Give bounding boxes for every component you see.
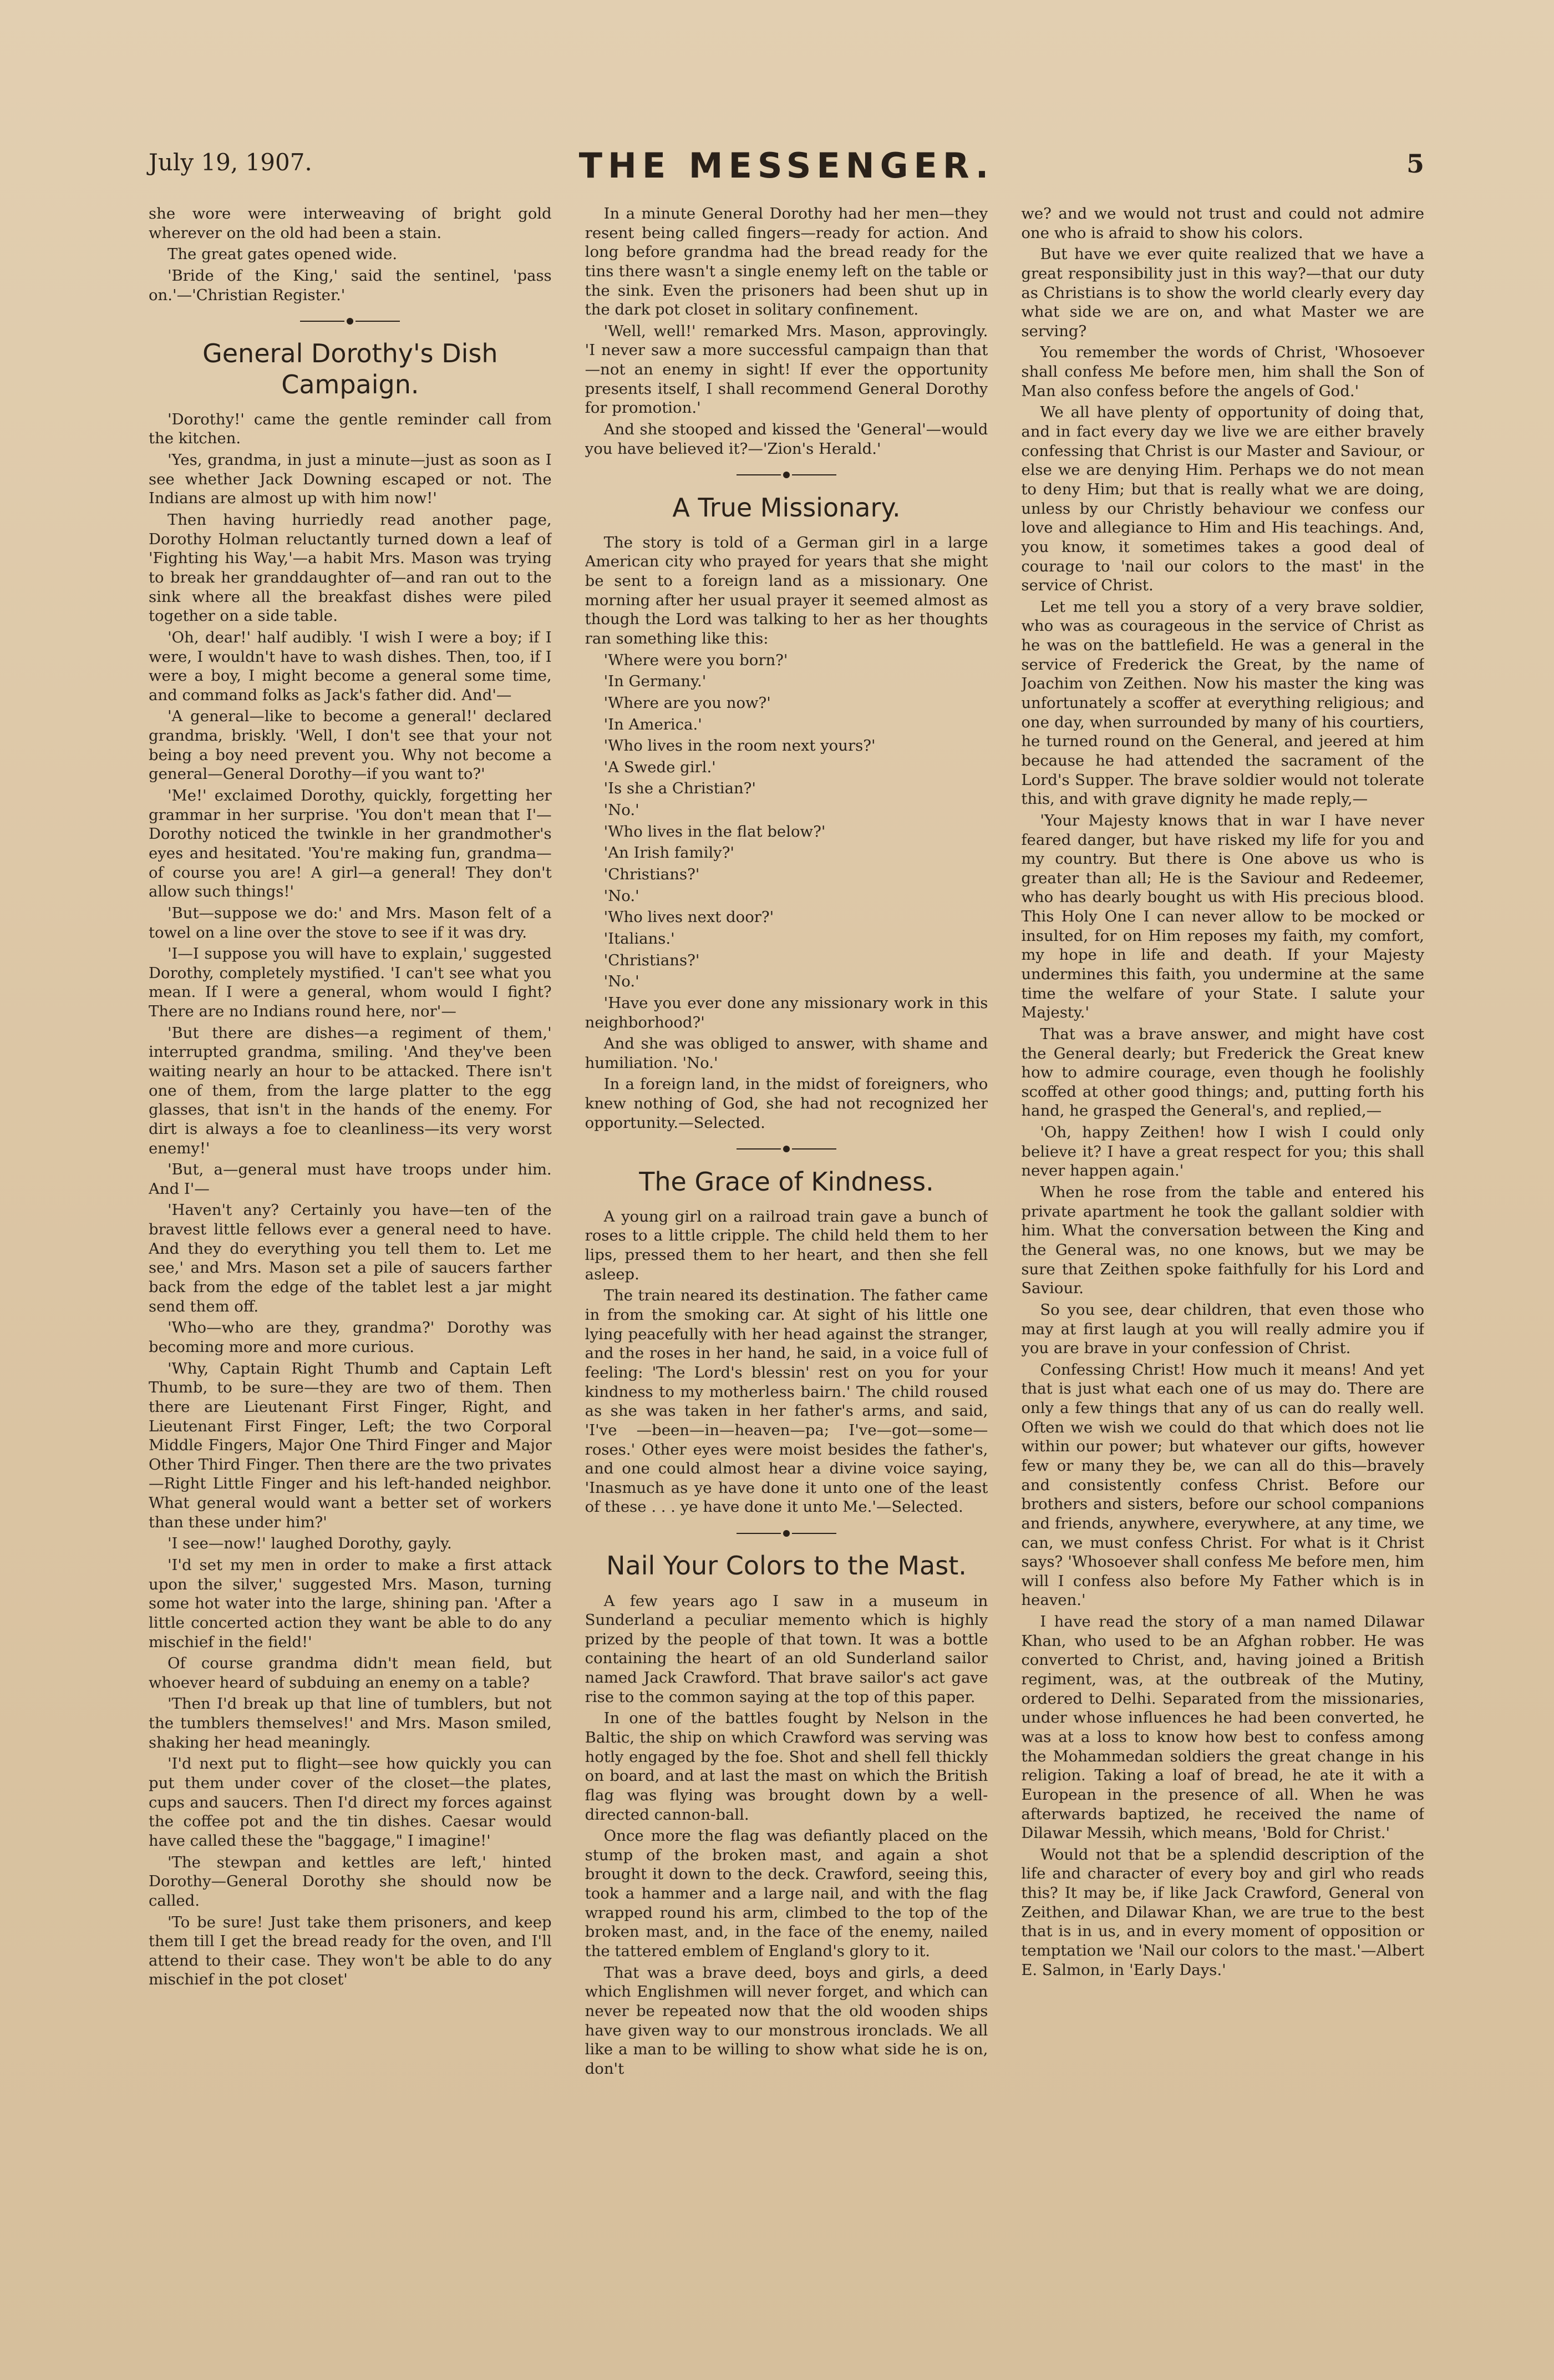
paragraph: 'But there are dishes—a regiment of them,' interrupted grandma, smiling. 'And they've been waiting nearly an hour to be attacked. There isn't one of them, from the large platter to the egg glasses, that isn't in the hands of the enemy. For dirt is always a foe to cleanliness—its very worst enemy!' xyxy=(149,1024,552,1157)
column-2 xyxy=(585,204,988,2335)
masthead xyxy=(149,145,1424,190)
article-heading: The Grace of Kindness. xyxy=(639,1166,934,1197)
paragraph: 'Have you ever done any missionary work in this neighborhood?' xyxy=(585,994,988,1031)
paragraph: In a minute General Dorothy had her men—they resent being called fingers—ready for action. And long before grandma had the bread ready for the tins there wasn't a single enemy left on the table or the sink. Even the prisoners had been shut up in the dark pot closet in solitary confinement. xyxy=(585,205,988,319)
section-divider xyxy=(585,1138,988,1157)
dialogue-line: 'An Irish family?' xyxy=(603,844,734,862)
dialogue-line: 'Who lives next door?' xyxy=(603,908,774,926)
paragraph: You remember the words of Christ, 'Whosoever shall confess Me before men, him shall the Son of Man also confess before the angels of God.' xyxy=(1021,343,1425,400)
paragraph: Then having hurriedly read another page, Dorothy Holman reluctantly turned down a leaf of 'Fighting his Way,'—a habit Mrs. Mason was trying to break her granddaughter of—and ran out to the sink where all the breakfast dishes were piled together on a side table. xyxy=(149,511,552,625)
dialogue-line: 'In Germany.' xyxy=(603,672,707,691)
article-columns xyxy=(149,204,1424,2335)
dialogue-line: 'No.' xyxy=(603,973,639,991)
paragraph: 'But—suppose we do:' and Mrs. Mason felt of a towel on a line over the stove to see if it was dry. xyxy=(149,904,552,941)
dialogue-line: 'Is she a Christian?' xyxy=(603,779,756,798)
article-heading: Nail Your Colors to the Mast. xyxy=(606,1551,967,1581)
dialogue-line: 'Christians?' xyxy=(603,865,700,884)
paragraph: 'Yes, grandma, in just a minute—just as soon as I see whether Jack Downing escaped or not. The Indians are almost up with him now!' xyxy=(149,451,552,508)
paragraph: 'Me!' exclaimed Dorothy, quickly, forgetting her grammar in her surprise. 'You don't mean that I'—Dorothy noticed the twinkle in her grandmother's eyes and hesitated. 'You're making fun, grandma—of course you are! A girl—a general! They don't allow such things!' xyxy=(149,787,552,901)
page-number: 5 xyxy=(1406,149,1424,179)
paragraph: 'Oh, dear!' half audibly. 'I wish I were a boy; if I were, I wouldn't have to wash dishes. Then, too, if I were a boy, I might become a general some time, and command folks as Jack's father did. And'— xyxy=(149,628,552,704)
paragraph: A few years ago I saw in a museum in Sunderland a peculiar memento which is highly prized by the people of that town. It was a bottle containing the heart of an old Sunderland sailor named Jack Crawford. That brave sailor's act gave rise to the common saying at the top of this paper. xyxy=(585,1592,988,1706)
paragraph: 'To be sure! Just take them prisoners, and keep them till I get the bread ready for the oven, and I'll attend to their case. They won't be able to do any mischief in the pot closet' xyxy=(149,1913,552,1989)
paragraph: 'Dorothy!' came the gentle reminder call from the kitchen. xyxy=(149,410,552,448)
section-divider xyxy=(149,310,552,330)
dialogue-line: 'Where were you born?' xyxy=(603,651,788,669)
paragraph: A young girl on a railroad train gave a bunch of roses to a little cripple. The child held them to her lips, pressed them to her heart, and then she fell asleep. xyxy=(585,1207,988,1283)
paragraph: So you see, dear children, that even those who may at first laugh at you will really admire you if you are brave in your confession of Christ. xyxy=(1021,1300,1425,1358)
paragraph: In a foreign land, in the midst of foreigners, who knew nothing of God, she had not recognized her opportunity.—Selected. xyxy=(585,1075,988,1132)
newspaper-title: THE MESSENGER. xyxy=(578,145,994,186)
article-heading: A True Missionary. xyxy=(672,492,901,523)
paragraph: Of course grandma didn't mean field, but whoever heard of subduing an enemy on a table? xyxy=(149,1654,552,1692)
paragraph: The great gates opened wide. xyxy=(167,245,398,264)
paragraph: 'Bride of the King,' said the sentinel, 'pass on.'—'Christian Register.' xyxy=(149,266,552,304)
paragraph: 'Then I'd break up that line of tumblers, but not the tumblers themselves!' and Mrs. Mason smiled, shaking her head meaningly. xyxy=(149,1695,552,1751)
paragraph: 'The stewpan and kettles are left,' hinted Dorothy—General Dorothy she should now be called. xyxy=(149,1853,552,1910)
paragraph: And she was obliged to answer, with shame and humiliation. 'No.' xyxy=(585,1035,988,1072)
paragraph: 'I—I suppose you will have to explain,' suggested Dorothy, completely mystified. 'I can't see what you mean. If I were a general, whom would I fight? There are no Indians round here, nor'— xyxy=(149,945,552,1021)
paragraph: 'I'd set my men in order to make a first attack upon the silver,' suggested Mrs. Mason, turning some hot water into the large, shining pan. 'After a little concerted action they want be able to do any mischief in the field!' xyxy=(149,1556,552,1651)
paragraph: The train neared its destination. The father came in from the smoking car. At sight of his little one lying peacefully with her head against the stranger, and the roses in her hand, he said, in a voice full of feeling: 'The Lord's blessin' rest on you for your kindness to my motherless bairn.' The child roused as she was taken in her father's arms, and said, 'I've —been—in—heaven—pa; I've—got—some—roses.' Other eyes were moist besides the father's, and one could almost hear a divine voice saying, 'Inasmuch as ye have done it unto one of the least of these . . . ye have done it unto Me.'—Selected. xyxy=(585,1287,988,1516)
paragraph: When he rose from the table and entered his private apartment he took the gallant soldier with him. What the conversation between the King and the General was, no one knows, but we may be sure that Zeithen spoke faithfully for his Lord and Saviour. xyxy=(1021,1183,1425,1298)
section-divider xyxy=(585,464,988,483)
paragraph: Would not that be a splendid description of the life and character of every boy and girl who reads this? It may be, if like Jack Crawford, General von Zeithen, and Dilawar Khan, we are true to the best that is in us, and in every moment of opposition or temptation we 'Nail our colors to the mast.'—Albert E. Salmon, in 'Early Days.' xyxy=(1021,1845,1425,1979)
paragraph: 'Oh, happy Zeithen! how I wish I could only believe it? I have a great respect for you; this shall never happen again.' xyxy=(1021,1123,1425,1180)
dialogue-line: 'No.' xyxy=(603,801,639,819)
paragraph: 'Well, well!' remarked Mrs. Mason, approvingly. 'I never saw a more successful campaign than that—not an enemy in sight! If ever the opportunity presents itself, I shall recommend General Dorothy for promotion.' xyxy=(585,322,988,417)
dialogue-line: 'A Swede girl.' xyxy=(603,758,716,776)
paragraph: Let me tell you a story of a very brave soldier, who was as courageous in the service of Christ as he was on the battlefield. He was a general in the service of Frederick the Great, by the name of Joachim von Zeithen. Now his master the king was unfortunately a scoffer at everything religious; and one day, when surrounded by many of his courtiers, he turned round on the General, and jeered at him because he had attended the sacrament of the Lord's Supper. The brave soldier would not tolerate this, and with grave dignity he made reply,— xyxy=(1021,597,1425,808)
dialogue-line: 'In America.' xyxy=(603,715,702,733)
dialogue-line: 'Who lives in the room next yours?' xyxy=(603,737,876,755)
paragraph: she wore were interweaving of bright gold wherever on the old had been a stain. xyxy=(149,205,552,242)
column-3 xyxy=(1021,204,1424,2335)
paragraph: 'Haven't any? Certainly you have—ten of the bravest little fellows ever a general need to have. And they do everything you tell them to. Let me see,' and Mrs. Mason set a pile of saucers farther back from the edge of the tablet lest a jar might send them off. xyxy=(149,1201,552,1315)
issue-date: July 19, 1907. xyxy=(149,149,312,176)
dialogue-line: 'No.' xyxy=(603,887,639,905)
paragraph: 'I'd next put to flight—see how quickly you can put them under cover of the closet—the plates, cups and saucers. Then I'd direct my forces against the coffee pot and the tin dishes. Caesar would have called these the "baggage," I imagine!' xyxy=(149,1755,552,1850)
paragraph: 'Why, Captain Right Thumb and Captain Left Thumb, to be sure—they are two of them. Then there are Lieutenant First Finger, Right, and Lieutenant First Finger, Left; the two Corporal Middle Fingers, Major One Third Finger and Major Other Third Finger. Then there are the two privates—Right Little Finger and his left-handed neighbor. What general would want a better set of workers than these under him?' xyxy=(149,1359,552,1531)
paragraph: We all have plenty of opportunity of doing that, and in fact every day we live we are either bravely confessing that Christ is our Master and Saviour, or else we are denying Him. Perhaps we do not mean to deny Him; but that is really what we are doing, unless by our Christly behaviour we confess our love and allegiance to Him and His teachings. And, you know, it sometimes takes a good deal of courage to 'nail our colors to the mast' in the service of Christ. xyxy=(1021,403,1425,595)
paragraph: But have we ever quite realized that we have a great responsibility just in this way?—that our duty as Christians is to show the world clearly every day what side we are on, and what Master we are serving? xyxy=(1021,245,1425,340)
paragraph: Once more the flag was defiantly placed on the stump of the broken mast, and again a shot brought it down to the deck. Crawford, seeing this, took a hammer and a large nail, and with the flag wrapped round his arm, climbed to the top of the broken mast, and, in the face of the enemy, nailed the tattered emblem of England's glory to it. xyxy=(585,1827,988,1961)
paragraph: The story is told of a German girl in a large American city who prayed for years that she might be sent to a foreign land as a missionary. One morning after her usual prayer it seemed almost as though the Lord was talking to her as her thoughts ran something like this: xyxy=(585,533,988,647)
paragraph: we? and we would not trust and could not admire one who is afraid to show his colors. xyxy=(1021,205,1425,242)
article-heading: General Dorothy's Dish Campaign. xyxy=(202,338,498,399)
paragraph: 'A general—like to become a general!' declared grandma, briskly. 'Well, I don't see that your not being a boy need prevent you. Why not become a general—General Dorothy—if you want to?' xyxy=(149,707,552,783)
paragraph: That was a brave deed, boys and girls, a deed which Englishmen will never forget, and which can never be repeated now that the old wooden ships have given way to our monstrous ironclads. We all like a man to be willing to show what side he is on, don't xyxy=(585,1963,988,2078)
dialogue-line: 'Who lives in the flat below?' xyxy=(603,822,826,840)
paragraph: And she stooped and kissed the 'General'—would you have believed it?—'Zion's Herald.' xyxy=(585,421,988,458)
paragraph: Confessing Christ! How much it means! And yet that is just what each one of us may do. There are only a few things that any of us can do really well. Often we wish we could do that which does not lie within our power; but whatever our gifts, however few or many they be, we can all do this—bravely and consistently confess Christ. Before our brothers and sisters, before our school companions and friends, anywhere, everywhere, at any time, we can, we must confess Christ. For what is it Christ says? 'Whosoever shall confess Me before men, him will I confess also before My Father which is in heaven.' xyxy=(1021,1360,1425,1609)
paragraph: In one of the battles fought by Nelson in the Baltic, the ship on which Crawford was serving was hotly engaged by the foe. Shot and shell fell thickly on board, and at last the mast on which the British flag was flying was brought down by a well-directed cannon-ball. xyxy=(585,1709,988,1824)
paragraph: 'Your Majesty knows that in war I have never feared danger, but have risked my life for you and my country. But there is One above us who is greater than all; He is the Saviour and Redeemer, who has dearly bought us with His precious blood. This Holy One I can never allow to be mocked or insulted, for on Him reposes my faith, my comfort, my hope in life and death. If your Majesty undermines this faith, you undermine at the same time the welfare of your State. I salute your Majesty.' xyxy=(1021,811,1425,1022)
paragraph: 'But, a—general must have troops under him. And I'— xyxy=(149,1161,552,1198)
paragraph: 'I see—now!' laughed Dorothy, gayly. xyxy=(167,1535,452,1553)
section-divider xyxy=(585,1522,988,1542)
dialogue-line: 'Christians?' xyxy=(603,951,700,969)
paragraph: 'Who—who are they, grandma?' Dorothy was becoming more and more curious. xyxy=(149,1319,552,1356)
column-1 xyxy=(149,204,552,2335)
dialogue-line: 'Where are you now?' xyxy=(603,693,771,712)
dialogue-line: 'Italians.' xyxy=(603,929,675,948)
paragraph: That was a brave answer, and might have cost the General dearly; but Frederick the Great knew how to admire courage, even though he foolishly scoffed at other good things; and, putting forth his hand, he grasped the General's, and replied,— xyxy=(1021,1025,1425,1120)
paragraph: I have read the story of a man named Dilawar Khan, who used to be an Afghan robber. He was converted to Christ, and, having joined a British regiment, was, at the outbreak of the Mutiny, ordered to Delhi. Separated from the missionaries, under whose influences he had been converted, he was at a loss to know how best to confess among the Mohammedan soldiers the great change in his religion. Taking a loaf of bread, he ate it with a European in the presence of all. When he was afterwards baptized, he received the name of Dilawar Messih, which means, 'Bold for Christ.' xyxy=(1021,1613,1425,1842)
